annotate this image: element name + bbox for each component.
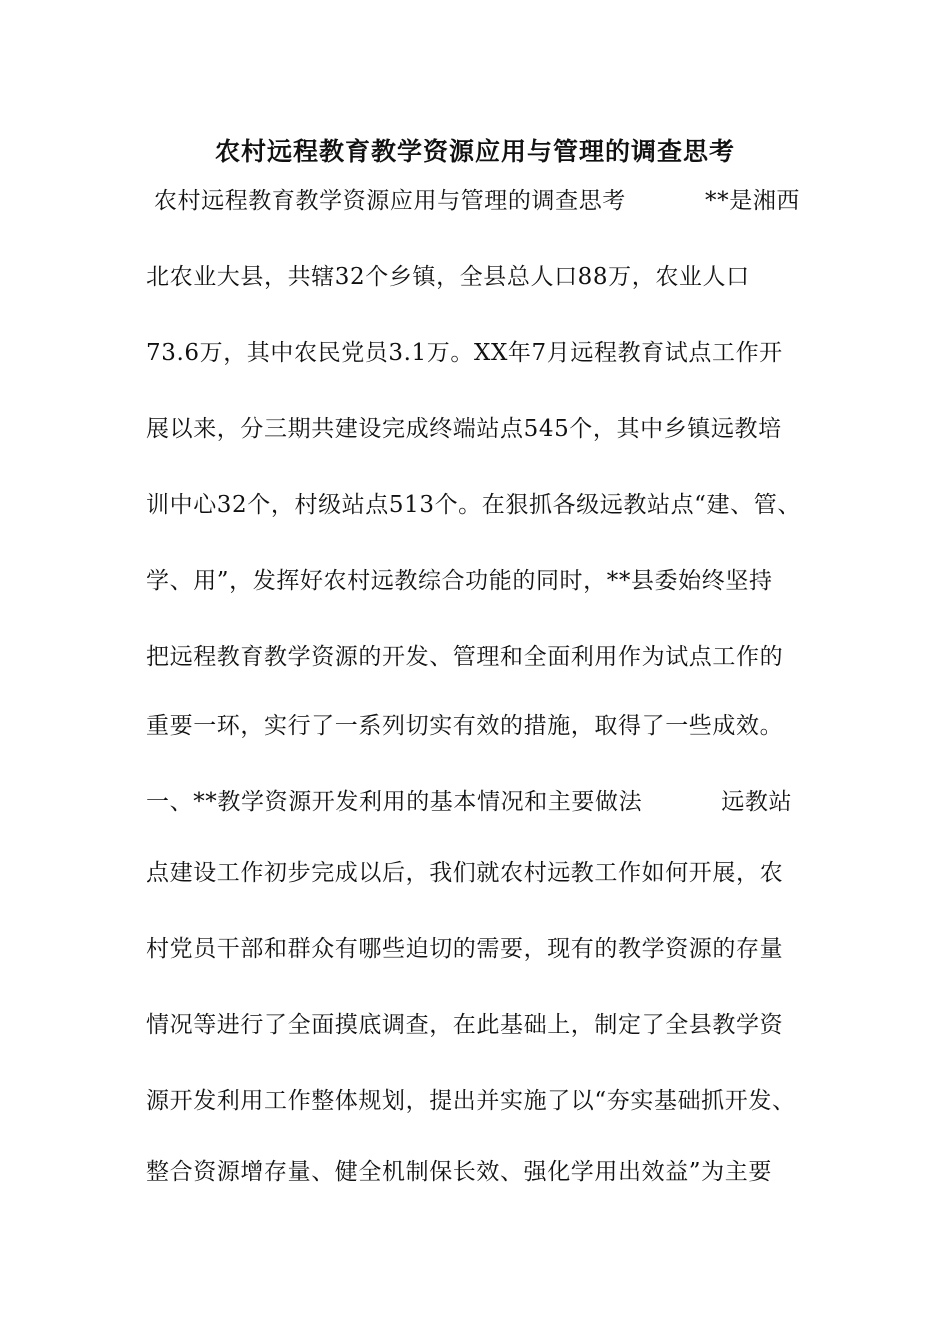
- body-line-7: 把远程教育教学资源的开发、管理和全面利用作为试点工作的: [146, 644, 784, 670]
- document-title: 农村远程教育教学资源应用与管理的调查思考: [214, 137, 735, 166]
- section-heading-line: 一、**教学资源开发利用的基本情况和主要做法 远教站: [146, 789, 793, 815]
- body-line-12: 情况等进行了全面摸底调查，在此基础上，制定了全县教学资: [146, 1012, 784, 1038]
- body-line-13: 源开发利用工作整体规划，提出并实施了以“夯实基础抓开发、: [146, 1088, 796, 1114]
- body-line-3: 73.6万，其中农民党员3.1万。XX年7月远程教育试点工作开: [146, 340, 783, 366]
- body-line-11: 村党员干部和群众有哪些迫切的需要，现有的教学资源的存量: [146, 936, 784, 962]
- body-line-6: 学、用”，发挥好农村远教综合功能的同时，**县委始终坚持: [146, 568, 773, 594]
- body-line-4: 展以来，分三期共建设完成终端站点545个，其中乡镇远教培: [146, 416, 782, 442]
- body-line-8: 重要一环，实行了一系列切实有效的措施，取得了一些成效。: [146, 713, 784, 739]
- body-line-14: 整合资源增存量、健全机制保长效、强化学用出效益”为主要: [146, 1159, 772, 1185]
- body-line-1: 农村远程教育教学资源应用与管理的调查思考 **是湘西: [146, 188, 801, 214]
- body-line-2: 北农业大县，共辖32个乡镇，全县总人口88万，农业人口: [146, 264, 750, 290]
- body-line-5: 训中心32个，村级站点513个。在狠抓各级远教站点“建、管、: [146, 492, 801, 518]
- body-line-10: 点建设工作初步完成以后，我们就农村远教工作如何开展，农: [146, 860, 784, 886]
